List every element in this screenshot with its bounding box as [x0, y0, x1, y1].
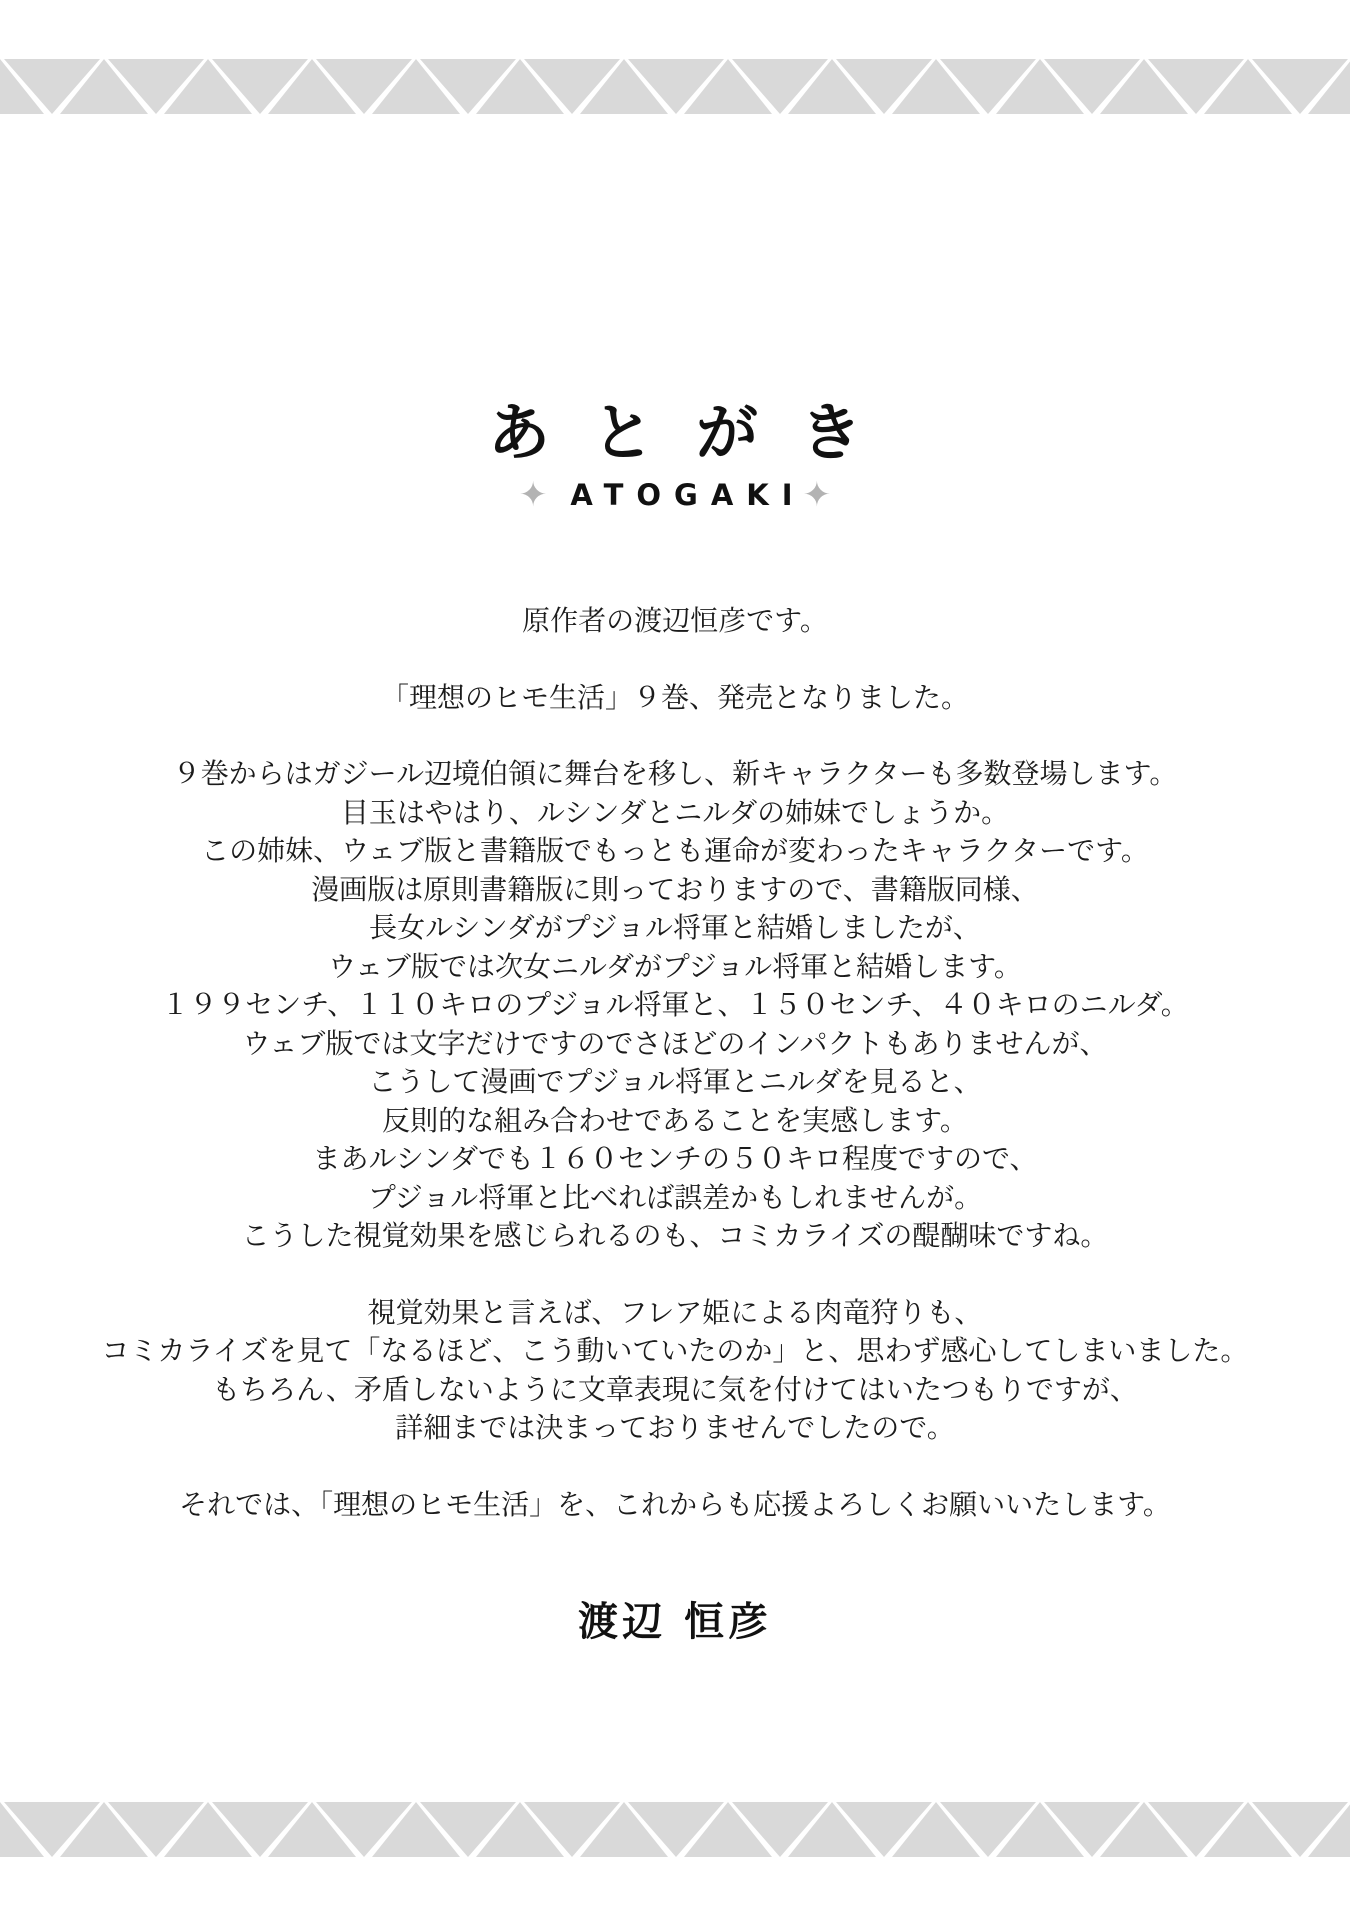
text-line: ウェブ版では文字だけですのでさほどのインパクトもありませんが、 — [242, 1026, 1108, 1060]
afterword-text — [0, 602, 1350, 1524]
paragraph — [0, 1486, 1350, 1525]
sparkle-icon: ✦ — [802, 475, 832, 515]
zigzag-border-top — [0, 59, 1350, 114]
author-signature: 渡辺 恒彦 — [578, 1599, 772, 1645]
text-line: 「理想のヒモ生活」９巻、発売となりました。 — [380, 680, 969, 714]
text-line: 漫画版は原則書籍版に則っておりますので、書籍版同様、 — [311, 872, 1039, 906]
text-line: ９巻からはガジール辺境伯領に舞台を移し、新キャラクターも多数登場します。 — [172, 757, 1178, 790]
page-subtitle — [0, 475, 1350, 515]
text-line: プジョル将軍と比べれば誤差かもしれませんが。 — [367, 1180, 983, 1214]
text-line: 長女ルシンダがプジョル将軍と結婚しましたが、 — [369, 911, 981, 944]
title-block — [0, 396, 1350, 515]
page-title: あとがき — [487, 396, 904, 469]
text-line: 詳細までは決まっておりませんでしたので。 — [395, 1411, 955, 1444]
zigzag-border-bottom — [0, 1802, 1350, 1857]
paragraph — [0, 1294, 1350, 1448]
text-line: まあルシンダでも１６０センチの５０キロ程度ですので、 — [312, 1142, 1038, 1175]
text-line: それでは、「理想のヒモ生活」を、これからも応援よろしくお願いいたします。 — [179, 1487, 1171, 1521]
text-line: こうした視覚効果を感じられるのも、コミカライズの醍醐味ですね。 — [241, 1219, 1109, 1252]
text-line: 反則的な組み合わせであることを実感します。 — [382, 1103, 968, 1137]
paragraph — [0, 679, 1350, 718]
text-line: １９９センチ、１１０キロのプジョル将軍と、１５０センチ、４０キロのニルダ。 — [161, 988, 1189, 1021]
paragraph — [0, 755, 1350, 1256]
text-line: こうして漫画でプジョル将軍とニルダを見ると、 — [368, 1065, 982, 1098]
paragraph — [0, 602, 1350, 641]
text-line: 原作者の渡辺恒彦です。 — [522, 604, 828, 637]
text-line: 視覚効果と言えば、フレア姫による肉竜狩りも、 — [367, 1295, 983, 1329]
text-line: 目玉はやはり、ルシンダとニルダの姉妹でしょうか。 — [340, 795, 1010, 829]
text-line: コミカライズを見て「なるほど、こう動いていたのか」と、思わず感心してしまいました。 — [101, 1334, 1249, 1367]
text-line: もちろん、矛盾しないように文章表現に気を付けてはいたつもりですが、 — [212, 1372, 1138, 1406]
subtitle-text: ATOGAKI — [570, 478, 806, 512]
text-line: この姉妹、ウェブ版と書籍版でもっとも運命が変わったキャラクターです。 — [201, 834, 1149, 867]
sparkle-icon: ✦ — [518, 475, 548, 515]
text-line: ウェブ版では次女ニルダがプジョル将軍と結婚します。 — [328, 949, 1022, 983]
